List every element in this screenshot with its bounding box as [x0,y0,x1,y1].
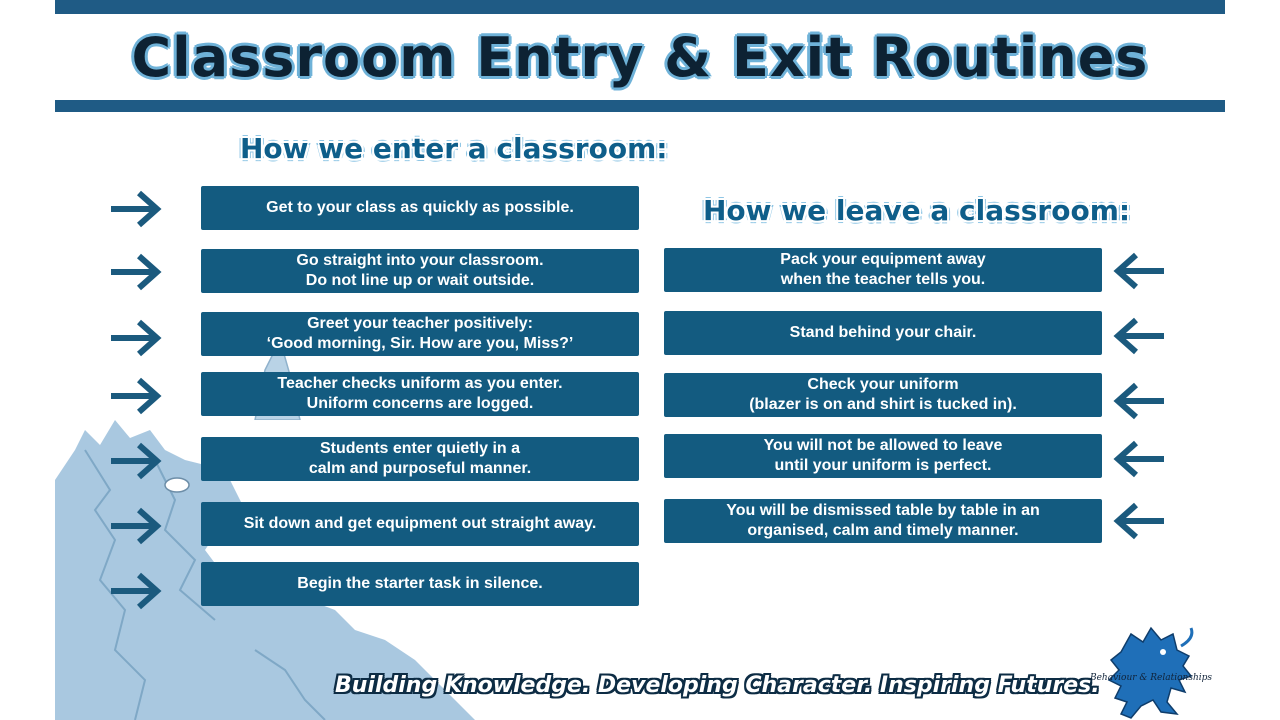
arrow-left-icon [1112,501,1168,541]
arrow-right-icon [107,441,163,481]
arrow-left-icon [1112,251,1168,291]
leave-step: Pack your equipment away when the teacher tells you. [664,248,1102,292]
arrow-right-icon [107,252,163,292]
arrow-left-icon [1112,381,1168,421]
arrow-right-icon [107,506,163,546]
leave-step: Stand behind your chair. [664,311,1102,355]
enter-section-heading: How we enter a classroom: [240,132,668,165]
arrow-left-icon [1112,316,1168,356]
logo-label: Behaviour & Relationships [1089,673,1213,683]
leave-step: You will not be allowed to leave until your uniform is perfect. [664,434,1102,478]
leave-section-heading: How we leave a classroom: [703,194,1131,227]
arrow-right-icon [107,376,163,416]
arrow-right-icon [107,189,163,229]
enter-step: Sit down and get equipment out straight away. [201,502,639,546]
leave-step: You will be dismissed table by table in an organised, calm and timely manner. [664,499,1102,543]
enter-step: Greet your teacher positively: ‘Good morning, Sir. How are you, Miss?’ [201,312,639,356]
slide [55,0,1225,720]
enter-step: Teacher checks uniform as you enter. Uniform concerns are logged. [201,372,639,416]
page-title: Classroom Entry & Exit Routines [131,25,1149,89]
title-banner [55,0,1225,112]
lion-logo-icon [1091,622,1211,720]
arrow-right-icon [107,318,163,358]
arrow-left-icon [1112,439,1168,479]
enter-step: Students enter quietly in a calm and purposeful manner. [201,437,639,481]
enter-step: Begin the starter task in silence. [201,562,639,606]
arrow-right-icon [107,571,163,611]
footer-motto: Building Knowledge. Developing Character. Inspiring Futures. [335,673,1100,698]
enter-step: Go straight into your classroom. Do not line up or wait outside. [201,249,639,293]
enter-step: Get to your class as quickly as possible. [201,186,639,230]
leave-step: Check your uniform (blazer is on and shirt is tucked in). [664,373,1102,417]
